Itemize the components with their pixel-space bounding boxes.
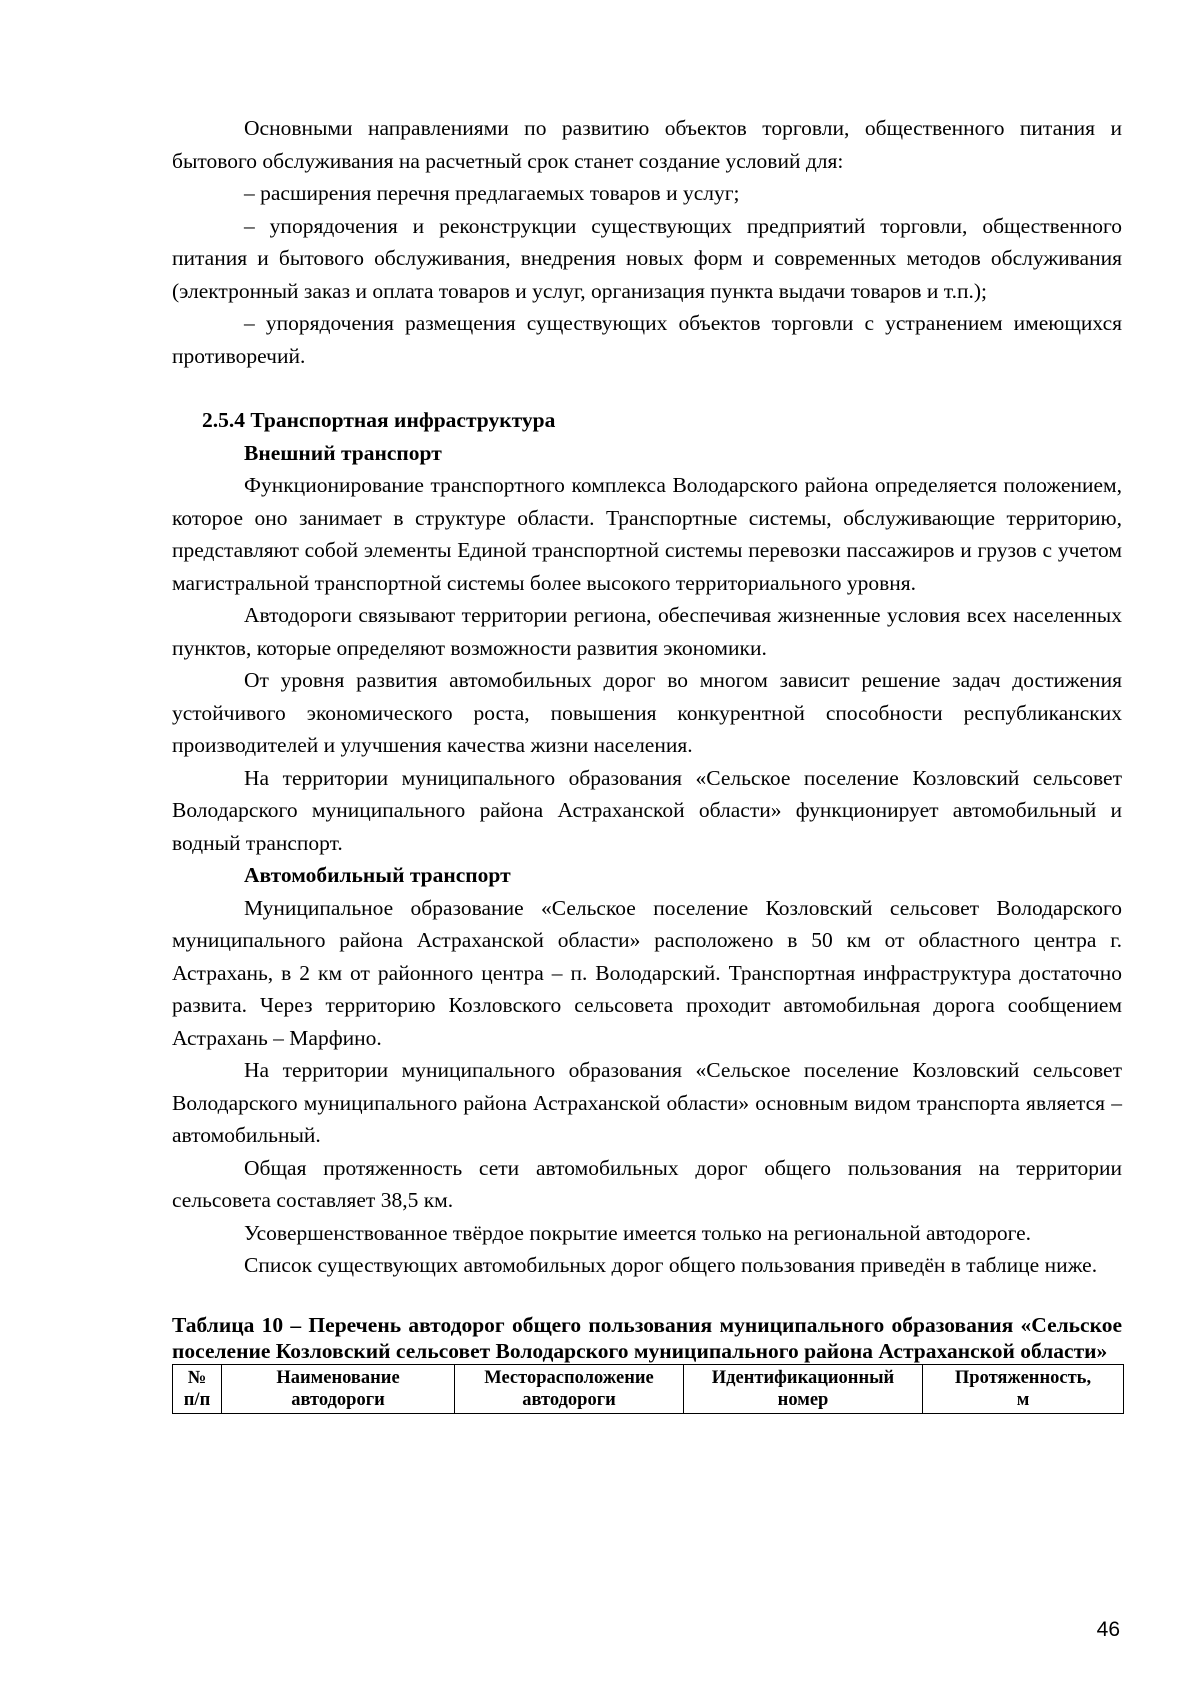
subheading-external-transport: Внешний транспорт — [244, 440, 442, 465]
subheading-road-transport: Автомобильный транспорт — [244, 863, 511, 887]
section-heading: 2.5.4 Транспортная инфраструктура — [202, 408, 556, 432]
roads-table — [172, 1364, 1124, 1414]
paragraph: Общая протяженность сети автомобильных дорог общего пользования на территории сельсовета составляет 38,5 км. — [172, 1155, 1122, 1212]
page-number: 46 — [1096, 1618, 1120, 1641]
table-header-cell: Наименование автодороги — [222, 1364, 455, 1413]
paragraph: Список существующих автомобильных дорог общего пользования приведён в таблице ниже. — [244, 1253, 1098, 1277]
table-caption: Таблица 10 – Перечень автодорог общего пользования муниципального образования «Сельское поселение Козловский сельсовет Володарского муниципального района Астраханской области» — [172, 1312, 1122, 1363]
paragraph: На территории муниципального образования «Сельское поселение Козловский сельсовет Володарского муниципального района Астраханской области» функционирует автомобильный и водный транспорт. — [172, 765, 1122, 855]
paragraph: Автодороги связывают территории региона, обеспечивая жизненные условия всех населенных пунктов, которые определяют возможности развития экономики. — [172, 603, 1122, 660]
intro-list-item-3: – упорядочения размещения существующих объектов торговли с устранением имеющихся противоречий. — [172, 311, 1122, 368]
paragraph: На территории муниципального образования «Сельское поселение Козловский сельсовет Володарского муниципального района Астраханской области» основным видом транспорта является – автомобильный. — [172, 1058, 1122, 1147]
table-header-cell: Месторасположение автодороги — [455, 1364, 684, 1413]
intro-paragraph: Основными направлениями по развитию объектов торговли, общественного питания и бытового обслуживания на расчетный срок станет создание условий для: — [172, 116, 1122, 173]
paragraph: От уровня развития автомобильных дорог во многом зависит решение задач достижения устойчивого экономического роста, повышения конкурентной способности республиканских производителей и улучшения качества жизни населения. — [172, 668, 1122, 757]
table-header-cell: № п/п — [173, 1364, 222, 1413]
table-header-cell: Идентификационный номер — [684, 1364, 923, 1413]
intro-list-item-1: – расширения перечня предлагаемых товаров и услуг; — [244, 181, 740, 205]
intro-list-item-2: – упорядочения и реконструкции существующих предприятий торговли, общественного питания и бытового обслуживания, внедрения новых форм и современных методов обслуживания (электронный заказ и оплата товаров и услуг, организация пункта выдачи товаров и т.п.); — [172, 213, 1122, 303]
paragraph: Муниципальное образование «Сельское поселение Козловский сельсовет Володарского муниципального района Астраханской области» расположено в 50 км от областного центра г. Астрахань, в 2 км от районного центра – п. Володарский. Транспортная инфраструктура достаточно развита. Через территорию Козловского сельсовета проходит автомобильная дорога сообщением Астрахань – Марфино. — [172, 895, 1122, 1050]
paragraph: Функционирование транспортного комплекса Володарского района определяется положением, которое оно занимает в структуре области. Транспортные системы, обслуживающие территорию, представляют собой элементы Единой транспортной системы перевозки пассажиров и грузов с учетом магистральной транспортной системы более высокого территориального уровня. — [172, 473, 1122, 595]
document-page — [172, 112, 1122, 1414]
table-header-cell: Протяженность, м — [923, 1364, 1124, 1413]
table-header-row — [173, 1364, 1124, 1413]
paragraph: Усовершенствованное твёрдое покрытие имеется только на региональной автодороге. — [244, 1220, 1032, 1245]
